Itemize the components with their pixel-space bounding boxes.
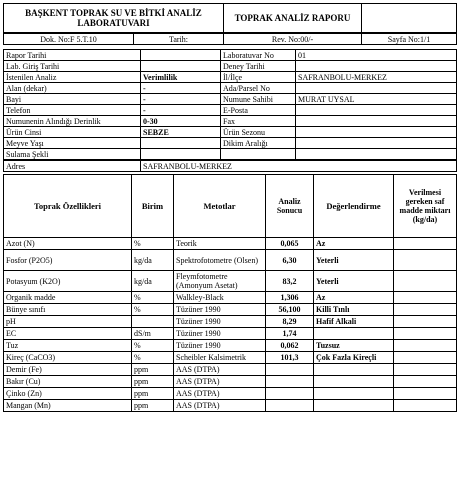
result-row [4,352,457,364]
doc-no: Dok. No:F 5.T.10 [4,34,134,45]
address-table [3,160,457,172]
info-label [221,149,296,160]
property-cell: Organik madde [4,292,132,304]
doc-info-row [3,33,457,45]
info-value [141,149,221,160]
method-cell: AAS (DTPA) [174,376,266,388]
result-row [4,400,457,412]
result-row [4,250,457,271]
info-row [4,149,457,160]
method-cell: Tüzüner 1990 [174,316,266,328]
evaluation-cell [314,388,394,400]
evaluation-cell: Killi Tınlı [314,304,394,316]
recommended-cell [394,328,457,340]
recommended-cell [394,352,457,364]
info-value [296,83,457,94]
info-value: SEBZE [141,127,221,138]
col-property: Toprak Özellikleri [4,175,132,238]
unit-cell: ppm [132,388,174,400]
property-cell: Potasyum (K2O) [4,271,132,292]
info-label: E-Posta [221,105,296,116]
method-cell: AAS (DTPA) [174,400,266,412]
info-value [141,61,221,72]
result-row [4,304,457,316]
result-cell [266,400,314,412]
result-cell: 83,2 [266,271,314,292]
info-row [4,105,457,116]
result-cell: 56,100 [266,304,314,316]
col-method: Metotlar [174,175,266,238]
rev-no: Rev. No:00/- [224,34,362,45]
result-row [4,271,457,292]
info-row [4,72,457,83]
method-cell: Tüzüner 1990 [174,304,266,316]
col-evaluation: Değerlendirme [314,175,394,238]
method-cell: Tüzüner 1990 [174,340,266,352]
property-cell: Fosfor (P2O5) [4,250,132,271]
info-label: Meyve Yaşı [4,138,141,149]
result-row [4,376,457,388]
info-label: İl/İlçe [221,72,296,83]
evaluation-cell [314,400,394,412]
info-value: - [141,105,221,116]
info-table [3,49,457,160]
info-label: İstenilen Analiz [4,72,141,83]
evaluation-cell: Çok Fazla Kireçli [314,352,394,364]
page-no: Sayfa No:1/1 [362,34,457,45]
info-value [141,50,221,61]
method-cell: Teorik [174,238,266,250]
info-value [296,61,457,72]
result-cell: 6,30 [266,250,314,271]
result-row [4,340,457,352]
info-value: MURAT UYSAL [296,94,457,105]
result-row [4,292,457,304]
property-cell: Bakır (Cu) [4,376,132,388]
result-row [4,388,457,400]
info-value [296,127,457,138]
method-cell: Walkley-Black [174,292,266,304]
property-cell: pH [4,316,132,328]
property-cell: Kireç (CaCO3) [4,352,132,364]
info-label: Telefon [4,105,141,116]
info-label: Laboratuvar No [221,50,296,61]
property-cell: Demir (Fe) [4,364,132,376]
info-label: Deney Tarihi [221,61,296,72]
info-label: Sulama Şekli [4,149,141,160]
info-value [296,149,457,160]
result-cell [266,376,314,388]
report-page [3,3,456,487]
recommended-cell [394,340,457,352]
col-unit: Birim [132,175,174,238]
info-row [4,127,457,138]
evaluation-cell [314,328,394,340]
date-label: Tarih: [134,34,224,45]
info-value [296,138,457,149]
recommended-cell [394,400,457,412]
col-result: Analiz Sonucu [266,175,314,238]
method-cell: Scheibler Kalsimetrik [174,352,266,364]
info-label: Dikim Aralığı [221,138,296,149]
lab-title: BAŞKENT TOPRAK SU VE BİTKİ ANALİZ LABORATUVARI [4,4,224,33]
info-value: 01 [296,50,457,61]
unit-cell: ppm [132,400,174,412]
unit-cell: kg/da [132,250,174,271]
result-cell: 0,065 [266,238,314,250]
evaluation-cell: Yeterli [314,271,394,292]
unit-cell: % [132,238,174,250]
header-blank [362,4,457,33]
address-label: Adres [4,161,141,172]
result-row [4,364,457,376]
info-row [4,61,457,72]
info-row [4,94,457,105]
result-row [4,238,457,250]
recommended-cell [394,304,457,316]
unit-cell: % [132,292,174,304]
evaluation-cell: Yeterli [314,250,394,271]
evaluation-cell: Hafif Alkali [314,316,394,328]
recommended-cell [394,250,457,271]
info-label: Ada/Parsel No [221,83,296,94]
evaluation-cell: Tuzsuz [314,340,394,352]
method-cell: Fleymfotometre (Amonyum Asetat) [174,271,266,292]
method-cell: AAS (DTPA) [174,388,266,400]
recommended-cell [394,316,457,328]
unit-cell: % [132,304,174,316]
unit-cell: % [132,352,174,364]
unit-cell [132,316,174,328]
recommended-cell [394,238,457,250]
result-row [4,316,457,328]
result-cell: 101,3 [266,352,314,364]
method-cell: AAS (DTPA) [174,364,266,376]
result-cell [266,364,314,376]
info-label: Ürün Sezonu [221,127,296,138]
property-cell: Tuz [4,340,132,352]
evaluation-cell [314,376,394,388]
unit-cell: kg/da [132,271,174,292]
info-row [4,50,457,61]
unit-cell: ppm [132,364,174,376]
evaluation-cell: Az [314,238,394,250]
recommended-cell [394,376,457,388]
info-row [4,116,457,127]
info-value: - [141,94,221,105]
info-label: Alan (dekar) [4,83,141,94]
property-cell: Bünye sınıfı [4,304,132,316]
result-cell: 8,29 [266,316,314,328]
result-cell: 1,74 [266,328,314,340]
property-cell: Çinko (Zn) [4,388,132,400]
info-row [4,138,457,149]
report-header [3,3,457,33]
info-label: Fax [221,116,296,127]
unit-cell: ppm [132,376,174,388]
results-table [3,174,457,412]
unit-cell: dS/m [132,328,174,340]
evaluation-cell: Az [314,292,394,304]
result-cell [266,388,314,400]
recommended-cell [394,364,457,376]
recommended-cell [394,271,457,292]
recommended-cell [394,292,457,304]
info-value: SAFRANBOLU-MERKEZ [296,72,457,83]
info-value [141,138,221,149]
address-value: SAFRANBOLU-MERKEZ [141,161,457,172]
recommended-cell [394,388,457,400]
info-value: - [141,83,221,94]
info-value [296,116,457,127]
property-cell: Mangan (Mn) [4,400,132,412]
property-cell: Azot (N) [4,238,132,250]
info-label: Numune Sahibi [221,94,296,105]
info-label: Bayi [4,94,141,105]
info-label: Ürün Cinsi [4,127,141,138]
info-label: Numunenin Alındığı Derinlik [4,116,141,127]
method-cell: Spektrofotometre (Olsen) [174,250,266,271]
method-cell: Tüzüner 1990 [174,328,266,340]
info-value: 0-30 [141,116,221,127]
report-title: TOPRAK ANALİZ RAPORU [224,4,362,33]
evaluation-cell [314,364,394,376]
info-label: Lab. Giriş Tarihi [4,61,141,72]
col-recommended: Verilmesi gereken saf madde miktarı (kg/da) [394,175,457,238]
property-cell: EC [4,328,132,340]
info-row [4,83,457,94]
info-label: Rapor Tarihi [4,50,141,61]
result-cell: 1,306 [266,292,314,304]
unit-cell: % [132,340,174,352]
result-row [4,328,457,340]
info-value [296,105,457,116]
result-cell: 0,062 [266,340,314,352]
info-value: Verimlilik [141,72,221,83]
